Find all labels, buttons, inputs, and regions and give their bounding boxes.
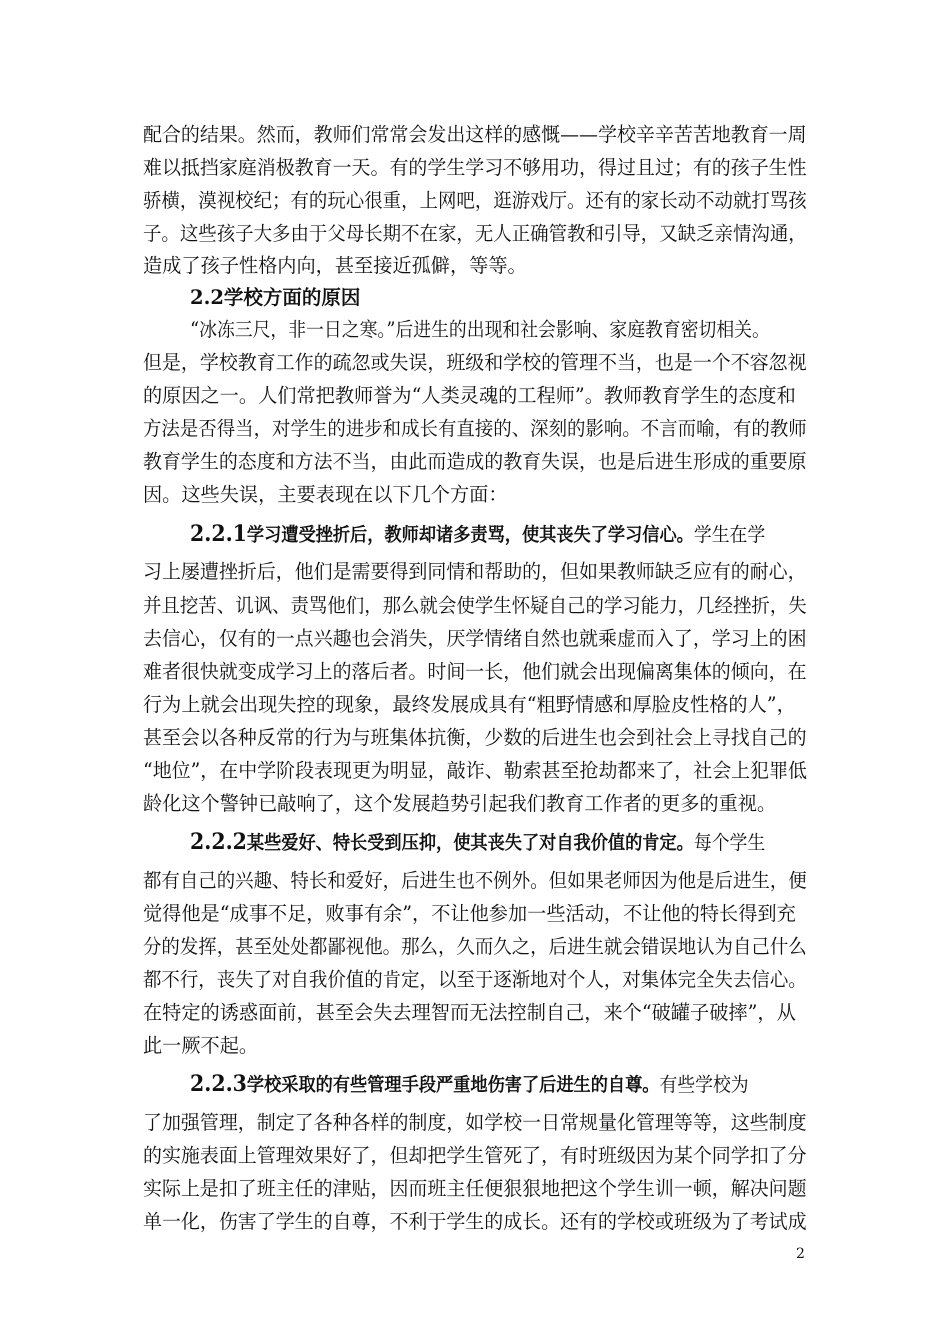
paragraph-line: 因。这些失误，主要表现在以下几个方面： <box>143 483 508 506</box>
page-number: 2 <box>796 1246 805 1262</box>
paragraph-line: 实际上是扣了班主任的津贴，因而班主任便狠狠地把这个学生训一顿，解决问题 <box>143 1177 807 1200</box>
paragraph-line: 难者很快就变成学习上的落后者。时间一长，他们就会出现偏离集体的倾向，在 <box>143 660 807 683</box>
paragraph-line: 都有自己的兴趣、特长和爱好，后进生也不例外。但如果老师因为他是后进生，便 <box>143 869 807 892</box>
subsection-title: 学校采取的有些管理手段严重地伤害了后进生的自尊。 <box>246 1075 660 1096</box>
paragraph-line: 觉得他是“成事不足，败事有余”，不让他参加一些活动，不让他的特长得到充 <box>143 902 796 925</box>
paragraph-line: “冰冻三尺，非一日之寒。”后进生的出现和社会影响、家庭教育密切相关。 <box>190 318 770 341</box>
subsection-heading-line <box>190 522 807 548</box>
paragraph-line: 都不行，丧失了对自我价值的肯定，以至于逐渐地对个人，对集体完全失去信心。 <box>143 968 807 991</box>
section-heading: 2.2学校方面的原因 <box>190 286 361 309</box>
paragraph-line: 行为上就会出现失控的现象，最终发展成具有“粗野情感和厚脸皮性格的人”， <box>143 693 796 716</box>
paragraph-line: 并且挖苦、讥讽、责骂他们，那么就会使学生怀疑自己的学习能力，几经挫折，失 <box>143 594 807 617</box>
paragraph-line: 龄化这个警钟已敲响了，这个发展趋势引起我们教育工作者的更多的重视。 <box>143 792 777 815</box>
subsection-title: 学习遭受挫折后，教师却诸多责骂，使其丧失了学习信心。 <box>246 525 694 546</box>
paragraph-line: 单一化，伤害了学生的自尊，不利于学生的成长。还有的学校或班级为了考试成 <box>143 1210 807 1233</box>
paragraph-line: 了加强管理，制定了各种各样的制度，如学校一日常规量化管理等等，这些制度 <box>143 1111 807 1134</box>
subsection-title: 某些爱好、特长受到压抑，使其丧失了对自我价值的肯定。 <box>246 833 694 854</box>
paragraph-line: 去信心，仅有的一点兴趣也会消失，厌学情绪自然也就乘虚而入了，学习上的困 <box>143 627 807 650</box>
paragraph-line: 方法是否得当，对学生的进步和成长有直接的、深刻的影响。不言而喻，有的教师 <box>143 417 807 440</box>
subsection-number: 2.2.2 <box>190 829 247 855</box>
paragraph-line: 但是，学校教育工作的疏忽或失误，班级和学校的管理不当，也是一个不容忽视 <box>143 351 807 374</box>
paragraph-line: 配合的结果。然而，教师们常常会发出这样的感慨——学校辛辛苦苦地教育一周 <box>143 123 807 146</box>
paragraph-line: 的实施表面上管理效果好了，但却把学生管死了，有时班级因为某个同学扣了分 <box>143 1144 807 1167</box>
paragraph-line: 子。这些孩子大多由于父母长期不在家，无人正确管教和引导，又缺乏亲情沟通， <box>143 222 807 245</box>
paragraph-line: “地位”，在中学阶段表现更为明显，敲诈、勒索甚至抢劫都来了，社会上犯罪低 <box>143 759 808 782</box>
subsection-number: 2.2.3 <box>190 1071 247 1097</box>
paragraph-text: 有些学校为 <box>659 1073 749 1096</box>
paragraph-line: 习上屡遭挫折后，他们是需要得到同情和帮助的，但如果教师缺乏应有的耐心， <box>143 560 807 583</box>
paragraph-line: 的原因之一。人们常把教师誉为“人类灵魂的工程师”。教师教育学生的态度和 <box>143 384 796 407</box>
subsection-heading-line <box>190 1072 807 1098</box>
paragraph-line: 骄横，漠视校纪；有的玩心很重，上网吧，逛游戏厅。还有的家长动不动就打骂孩 <box>143 189 807 212</box>
paragraph-text: 每个学生 <box>693 831 766 854</box>
paragraph-line: 分的发挥，甚至处处都鄙视他。那么，久而久之，后进生就会错误地认为自己什么 <box>143 935 807 958</box>
paragraph-line: 教育学生的态度和方法不当，由此而造成的教育失误，也是后进生形成的重要原 <box>143 450 807 473</box>
subsection-heading-line <box>190 830 807 856</box>
paragraph-line: 难以抵挡家庭消极教育一天。有的学生学习不够用功，得过且过；有的孩子生性 <box>143 156 807 179</box>
subsection-number: 2.2.1 <box>190 521 247 547</box>
paragraph-line: 此一厥不起。 <box>143 1034 259 1057</box>
paragraph-line: 造成了孩子性格内向，甚至接近孤僻，等等。 <box>143 254 527 277</box>
paragraph-text: 学生在学 <box>693 523 766 546</box>
paragraph-line: 在特定的诱惑面前，甚至会失去理智而无法控制自己，来个“破罐子破摔”，从 <box>143 1001 796 1024</box>
paragraph-line: 甚至会以各种反常的行为与班集体抗衡，少数的后进生也会到社会上寻找自己的 <box>143 726 807 749</box>
